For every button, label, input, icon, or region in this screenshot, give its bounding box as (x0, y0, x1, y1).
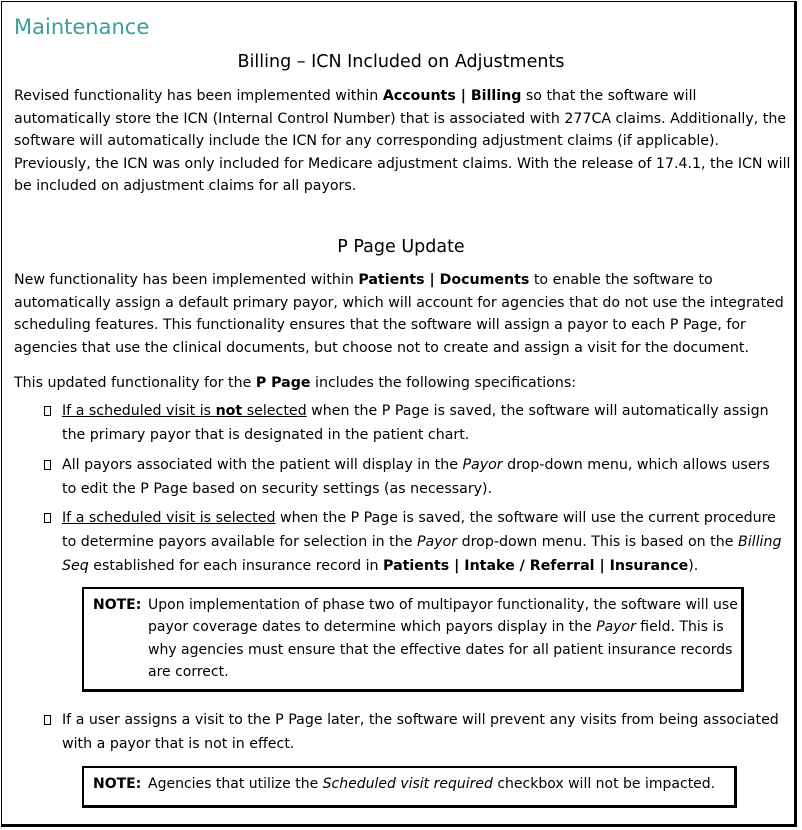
spec-text-2: includes the following specifications: (310, 375, 577, 391)
bullet-box-icon (44, 513, 51, 523)
b1-rest: when the P Page is saved, the software will automatically assign the primary payor that is designated in the patient chart. (62, 403, 769, 443)
note-label: NOTE: (93, 776, 142, 792)
note2-b: checkbox will not be impacted. (492, 776, 716, 792)
ppage-heading: P Page Update (337, 237, 465, 257)
note-box-multipayor (82, 587, 744, 692)
b3-underline: If a scheduled visit is selected (62, 510, 276, 526)
bullet-box-icon (44, 460, 51, 470)
billing-text-1: Revised functionality has been implemented within (14, 88, 383, 104)
b2-payor: Payor (462, 457, 503, 473)
note2-checkbox-name: Scheduled visit required (322, 776, 493, 792)
note-box-scheduled-visit (82, 766, 737, 808)
b1-not: not (215, 403, 243, 419)
billing-paragraph (14, 85, 796, 198)
ppage-intro-paragraph (14, 269, 796, 359)
ppage-text-1: New functionality has been implemented within (14, 272, 359, 288)
ppage-bold: P Page (255, 375, 311, 391)
billing-heading: Billing – ICN Included on Adjustments (237, 52, 565, 72)
b3-c: established for each insurance record in (88, 558, 384, 574)
note-label: NOTE: (93, 597, 142, 613)
b1-u2: selected (242, 403, 307, 419)
b3-d: ). (688, 558, 699, 574)
note1-a: Upon implementation of phase two of multipayor functionality, the software will use payor coverage dates to determine which payors display in the (148, 597, 738, 636)
b2-a: All payors associated with the patient will display in the (62, 457, 463, 473)
note1-payor: Payor (596, 619, 636, 636)
bullet-box-icon (44, 406, 51, 416)
b1-u1: If a scheduled visit is (62, 403, 216, 419)
spec-text-1: This updated functionality for the (14, 375, 256, 391)
note1-b: field. This is why agencies must ensure that the effective dates for all patient insurance records are correct. (148, 619, 733, 680)
ppage-text-2: to enable the software to automatically assign a default primary payor, which will account for agencies that do not use the integrated scheduling features. This functionality ensures that the software will assign a payor to each P Page, for agencies that use the clinical documents, but choose not to create and assign a visit for the document. (14, 272, 784, 356)
b3-a: when the P Page is saved, the software will use the current procedure to determine payors available for selection in the (62, 510, 776, 550)
ppage-spec-intro (14, 372, 796, 395)
b2-b: drop-down menu, which allows users to edit the P Page based on security settings (as necessary). (62, 457, 770, 497)
accounts-billing-path: Accounts | Billing (382, 88, 522, 104)
b3-insurance-path: Patients | Intake / Referral | Insurance (383, 558, 689, 574)
section-title: Maintenance (14, 15, 150, 39)
patients-documents-path: Patients | Documents (358, 272, 530, 288)
note2-a: Agencies that utilize the (148, 776, 323, 792)
b3-b: drop-down menu. This is based on the (457, 534, 738, 550)
b3-billing-seq: Billing Seq (62, 534, 782, 574)
b3-payor: Payor (416, 534, 458, 550)
billing-text-2: so that the software will automatically store the ICN (Internal Control Number) that is associated with 277CA claims. Additionally, the software will automatically include the ICN for any corresponding adjustment claims (if applicable). Previously, the ICN was only included for Medicare adjustment claims. With the release of 17.4.1, the ICN will be included on adjustment claims for all payors. (14, 88, 791, 195)
b4-text: If a user assigns a visit to the P Page later, the software will prevent any visits from being associated with a payor that is not in effect. (62, 712, 779, 752)
bullet-box-icon (44, 715, 51, 725)
